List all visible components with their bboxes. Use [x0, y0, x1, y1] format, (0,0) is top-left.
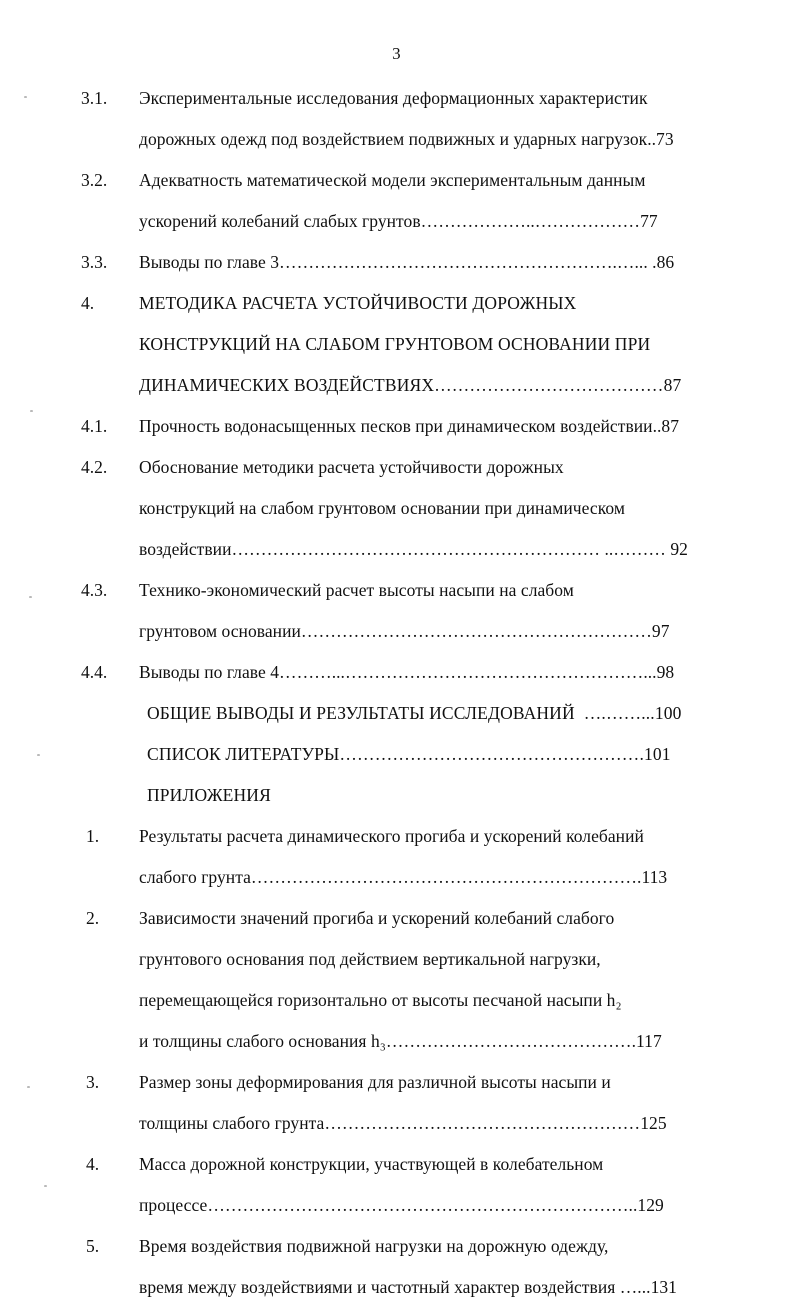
- toc-entry[interactable]: [0, 1062, 793, 1144]
- toc-entry-line: процессе………………………………………………………………..129: [139, 1195, 664, 1215]
- toc-entry[interactable]: [0, 78, 793, 160]
- toc-entry-number: 4.4.: [81, 662, 108, 682]
- toc-entry[interactable]: [0, 734, 793, 775]
- toc-entry-line: воздействии……………………………………………………… ..……… 92: [139, 539, 688, 559]
- toc-entry-number: 2.: [86, 908, 100, 928]
- toc-entry-line: Прочность водонасыщенных песков при динамическом воздействии..87: [139, 416, 680, 436]
- toc-entry-title: [139, 160, 793, 242]
- toc-entry-number: 1.: [86, 826, 100, 846]
- toc-entry-line: Технико-экономический расчет высоты насыпи на слабом: [139, 580, 574, 600]
- toc-entry-title: [139, 283, 793, 406]
- toc-entry-line: толщины слабого грунта………………………………………………125: [139, 1113, 667, 1133]
- toc-entry-number: 3.3.: [81, 252, 108, 272]
- toc-entry-line: время между воздействиями и частотный характер воздействия …...131: [139, 1277, 677, 1297]
- toc-entry-number: 4.3.: [81, 580, 108, 600]
- toc-entry-title: [139, 816, 793, 898]
- toc-entry-title: [139, 570, 793, 652]
- toc-entry-title: [139, 898, 793, 1062]
- toc-entry-line: МЕТОДИКА РАСЧЕТА УСТОЙЧИВОСТИ ДОРОЖНЫХ: [139, 293, 577, 313]
- page-number: 3: [392, 44, 401, 63]
- toc-entry-line: КОНСТРУКЦИЙ НА СЛАБОМ ГРУНТОВОМ ОСНОВАНИИ ПРИ: [139, 334, 651, 354]
- toc-entry-line: Время воздействия подвижной нагрузки на дорожную одежду,: [139, 1236, 609, 1256]
- toc-entry-title: [139, 693, 793, 734]
- toc-entry-line: ускорений колебаний слабых грунтов………………..………………77: [139, 211, 658, 231]
- toc-entry-title: [139, 1226, 793, 1308]
- toc-entry-line: дорожных одежд под воздействием подвижных и ударных нагрузок..73: [139, 129, 674, 149]
- table-of-contents: [0, 78, 793, 1308]
- toc-entry[interactable]: [0, 1144, 793, 1226]
- toc-entry-line: грунтового основания под действием вертикальной нагрузки,: [139, 949, 601, 969]
- toc-entry[interactable]: [0, 242, 793, 283]
- toc-entry-line: ДИНАМИЧЕСКИХ ВОЗДЕЙСТВИЯХ…………………………………87: [139, 375, 682, 395]
- toc-entry[interactable]: [0, 1226, 793, 1308]
- toc-entry[interactable]: [0, 283, 793, 406]
- toc-entry-line: Адекватность математической модели экспериментальным данным: [139, 170, 646, 190]
- toc-entry-line: Зависимости значений прогиба и ускорений колебаний слабого: [139, 908, 615, 928]
- toc-entry-title: [139, 447, 793, 570]
- toc-entry-line: Выводы по главе 3………………………………………………….…... .86: [139, 252, 675, 272]
- toc-entry-title: [139, 406, 793, 447]
- toc-entry-number: 4.: [86, 1154, 100, 1174]
- toc-entry-line: и толщины слабого основания h₃…………………………………….117: [139, 1031, 662, 1051]
- toc-entry-number: 4.1.: [81, 416, 108, 436]
- toc-entry[interactable]: [0, 816, 793, 898]
- toc-entry-line: Выводы по главе 4………...……………………………………………...98: [139, 662, 675, 682]
- toc-entry-line: Обоснование методики расчета устойчивости дорожных: [139, 457, 564, 477]
- toc-entry-number: 5.: [86, 1236, 100, 1256]
- toc-entry-line: Масса дорожной конструкции, участвующей в колебательном: [139, 1154, 604, 1174]
- toc-entry-title: [139, 652, 793, 693]
- toc-entry-title: [139, 775, 793, 816]
- toc-entry-line: Результаты расчета динамического прогиба и ускорений колебаний: [139, 826, 644, 846]
- toc-entry-number: 4.2.: [81, 457, 108, 477]
- toc-entry[interactable]: [0, 898, 793, 1062]
- toc-entry-title: [139, 1144, 793, 1226]
- toc-entry-line: СПИСОК ЛИТЕРАТУРЫ…………………………………………….101: [147, 744, 671, 764]
- toc-entry-line: конструкций на слабом грунтовом основании при динамическом: [139, 498, 625, 518]
- toc-entry-title: [139, 1062, 793, 1144]
- toc-entry[interactable]: [0, 775, 793, 816]
- toc-entry-line: грунтовом основании……………………………………………………97: [139, 621, 670, 641]
- toc-entry-line: Размер зоны деформирования для различной высоты насыпи и: [139, 1072, 611, 1092]
- toc-entry-line: ПРИЛОЖЕНИЯ: [147, 785, 271, 805]
- toc-entry-title: [139, 78, 793, 160]
- toc-entry[interactable]: [0, 406, 793, 447]
- toc-entry-number: 3.: [86, 1072, 100, 1092]
- toc-entry-number: 3.1.: [81, 88, 108, 108]
- toc-entry-number: 3.2.: [81, 170, 108, 190]
- toc-entry-number: 4.: [81, 293, 95, 313]
- toc-entry-title: [139, 734, 793, 775]
- toc-entry-line: перемещающейся горизонтально от высоты песчаной насыпи h₂: [139, 990, 622, 1010]
- toc-entry-title: [139, 242, 793, 283]
- toc-entry-line: слабого грунта………………………………………………………….113: [139, 867, 668, 887]
- toc-entry[interactable]: [0, 570, 793, 652]
- toc-entry[interactable]: [0, 160, 793, 242]
- toc-entry[interactable]: [0, 447, 793, 570]
- toc-entry[interactable]: [0, 693, 793, 734]
- toc-entry[interactable]: [0, 652, 793, 693]
- toc-entry-line: Экспериментальные исследования деформационных характеристик: [139, 88, 648, 108]
- toc-entry-line: ОБЩИЕ ВЫВОДЫ И РЕЗУЛЬТАТЫ ИССЛЕДОВАНИЙ ….……...100: [147, 703, 682, 723]
